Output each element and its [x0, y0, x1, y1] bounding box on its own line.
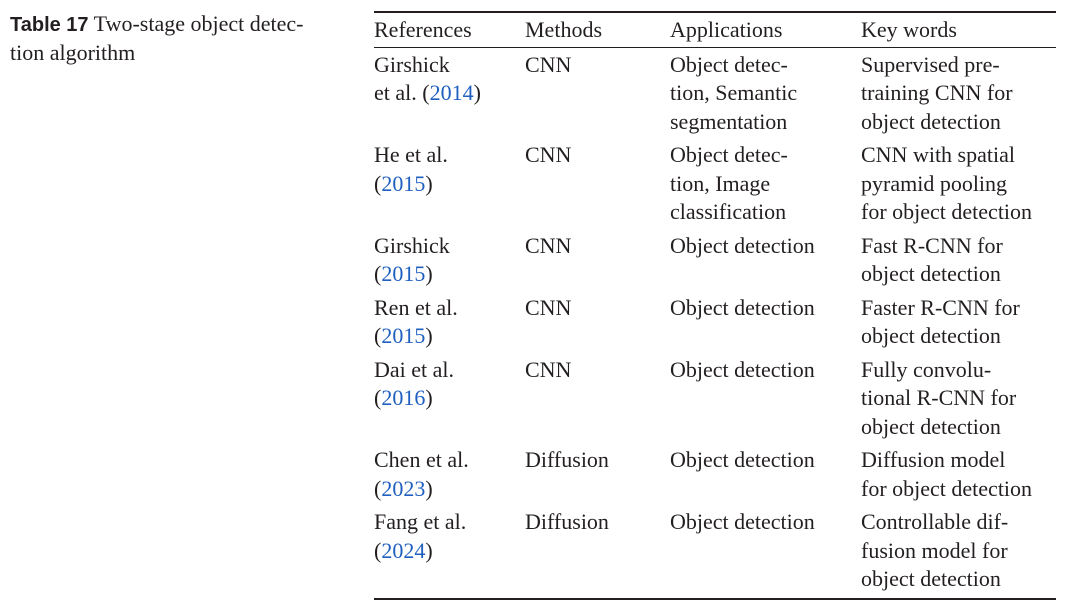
- table-caption-label: Table 17: [10, 14, 89, 36]
- reference-author-text: He et al.: [374, 142, 448, 167]
- table-row: [374, 232, 1056, 294]
- keyword-text-line: training CNN for: [861, 80, 1013, 105]
- cell-keywords: [861, 232, 1056, 294]
- application-text-line: Object detection: [670, 232, 815, 258]
- cell-keywords: [861, 356, 1056, 447]
- keyword-text-line: object detection: [861, 413, 1001, 439]
- keyword-text-line: Faster R-CNN for: [861, 294, 1020, 320]
- reference-year-link[interactable]: 2024: [381, 537, 426, 563]
- cell-application: [670, 294, 861, 356]
- cell-keywords: [861, 446, 1056, 508]
- reference-suffix: ): [425, 323, 433, 348]
- reference-author-text: Chen et al.: [374, 447, 469, 472]
- application-text-line: Object detection: [670, 356, 815, 382]
- reference-citation-line: [374, 260, 525, 289]
- cell-reference: [374, 294, 525, 356]
- reference-author-text: (: [374, 385, 382, 410]
- application-text-line: segmentation: [670, 108, 788, 134]
- application-text-line: Object detection: [670, 294, 815, 320]
- table-caption-title-line2: tion algorithm: [10, 40, 136, 65]
- keyword-text-line: object detection: [861, 108, 1001, 134]
- cell-application: [670, 232, 861, 294]
- reference-suffix: ): [425, 537, 433, 563]
- keyword-text-line: CNN with spatial: [861, 142, 1015, 167]
- keyword-text-line: pyramid pooling: [861, 170, 1008, 196]
- keyword-text-line: tional R-CNN for: [861, 385, 1017, 410]
- keyword-text-line: Diffusion model: [861, 447, 1006, 472]
- cell-method: CNN: [525, 356, 572, 382]
- reference-citation-line: [374, 537, 525, 566]
- cell-method: CNN: [525, 142, 572, 167]
- cell-method: Diffusion: [525, 509, 609, 534]
- reference-author-text: Girshick: [374, 232, 450, 258]
- table-row: [374, 446, 1056, 508]
- keyword-text-line: Controllable dif-: [861, 509, 1009, 534]
- reference-year-link[interactable]: 2015: [381, 261, 426, 286]
- reference-citation-line: [374, 170, 525, 199]
- cell-keywords: [861, 508, 1056, 599]
- cell-application: [670, 141, 861, 232]
- reference-suffix: ): [425, 170, 433, 196]
- cell-reference: [374, 508, 525, 599]
- header-key-words: Key words: [861, 17, 957, 42]
- table-header: [374, 12, 1056, 47]
- header-methods: Methods: [525, 17, 602, 42]
- reference-author-text: Dai et al.: [374, 356, 455, 382]
- reference-citation-line: [374, 79, 525, 108]
- reference-year-link[interactable]: 2016: [381, 385, 426, 410]
- reference-year-link[interactable]: 2015: [381, 170, 426, 196]
- cell-application: [670, 47, 861, 141]
- reference-year-link[interactable]: 2014: [429, 80, 474, 105]
- cell-keywords: [861, 47, 1056, 141]
- table-header-row: [374, 12, 1056, 47]
- keyword-text-line: object detection: [861, 566, 1001, 591]
- reference-suffix: ): [425, 385, 433, 410]
- reference-author-text: (: [374, 261, 382, 286]
- reference-author-text: Fang et al.: [374, 509, 467, 534]
- reference-citation-line: [374, 322, 525, 351]
- two-stage-detection-table: [374, 11, 1056, 600]
- keyword-text-line: for object detection: [861, 475, 1033, 501]
- application-text-line: tion, Image: [670, 170, 771, 196]
- table-row: [374, 294, 1056, 356]
- table-container: [374, 11, 1056, 600]
- table-caption: [10, 10, 350, 67]
- table-row: [374, 141, 1056, 232]
- cell-keywords: [861, 294, 1056, 356]
- table-row: [374, 47, 1056, 141]
- reference-author-text: Ren et al.: [374, 294, 458, 320]
- cell-reference: [374, 232, 525, 294]
- cell-method: CNN: [525, 232, 572, 258]
- application-text-line: Object detection: [670, 509, 815, 534]
- table-row: [374, 508, 1056, 599]
- reference-citation-line: [374, 384, 525, 413]
- reference-suffix: ): [425, 261, 433, 286]
- reference-author-text: Girshick: [374, 51, 450, 77]
- table-caption-title-line1: Two-stage object detec-: [93, 11, 304, 36]
- cell-reference: [374, 356, 525, 447]
- cell-application: [670, 356, 861, 447]
- cell-reference: [374, 141, 525, 232]
- reference-author-text: (: [374, 537, 382, 563]
- cell-method: CNN: [525, 51, 572, 77]
- keyword-text-line: object detection: [861, 323, 1001, 348]
- application-text-line: Object detec-: [670, 51, 788, 77]
- cell-application: [670, 446, 861, 508]
- application-text-line: classification: [670, 199, 787, 224]
- cell-reference: [374, 446, 525, 508]
- table-body: [374, 47, 1056, 599]
- keyword-text-line: Fully convolu-: [861, 356, 992, 382]
- application-text-line: Object detection: [670, 447, 815, 472]
- keyword-text-line: Supervised pre-: [861, 51, 1000, 77]
- table-row: [374, 356, 1056, 447]
- application-text-line: tion, Semantic: [670, 80, 798, 105]
- cell-method: Diffusion: [525, 447, 609, 472]
- cell-application: [670, 508, 861, 599]
- header-references: References: [374, 17, 472, 42]
- reference-citation-line: [374, 475, 525, 504]
- reference-year-link[interactable]: 2023: [381, 475, 426, 501]
- reference-year-link[interactable]: 2015: [381, 323, 426, 348]
- keyword-text-line: object detection: [861, 261, 1001, 286]
- reference-author-text: et al. (: [374, 80, 430, 105]
- cell-keywords: [861, 141, 1056, 232]
- reference-author-text: (: [374, 323, 382, 348]
- cell-reference: [374, 47, 525, 141]
- keyword-text-line: fusion model for: [861, 537, 1008, 563]
- keyword-text-line: Fast R-CNN for: [861, 232, 1003, 258]
- cell-method: CNN: [525, 294, 572, 320]
- application-text-line: Object detec-: [670, 142, 788, 167]
- reference-suffix: ): [425, 475, 433, 501]
- reference-suffix: ): [473, 80, 481, 105]
- reference-author-text: (: [374, 475, 382, 501]
- header-applications: Applications: [670, 17, 783, 42]
- keyword-text-line: for object detection: [861, 199, 1033, 224]
- reference-author-text: (: [374, 170, 382, 196]
